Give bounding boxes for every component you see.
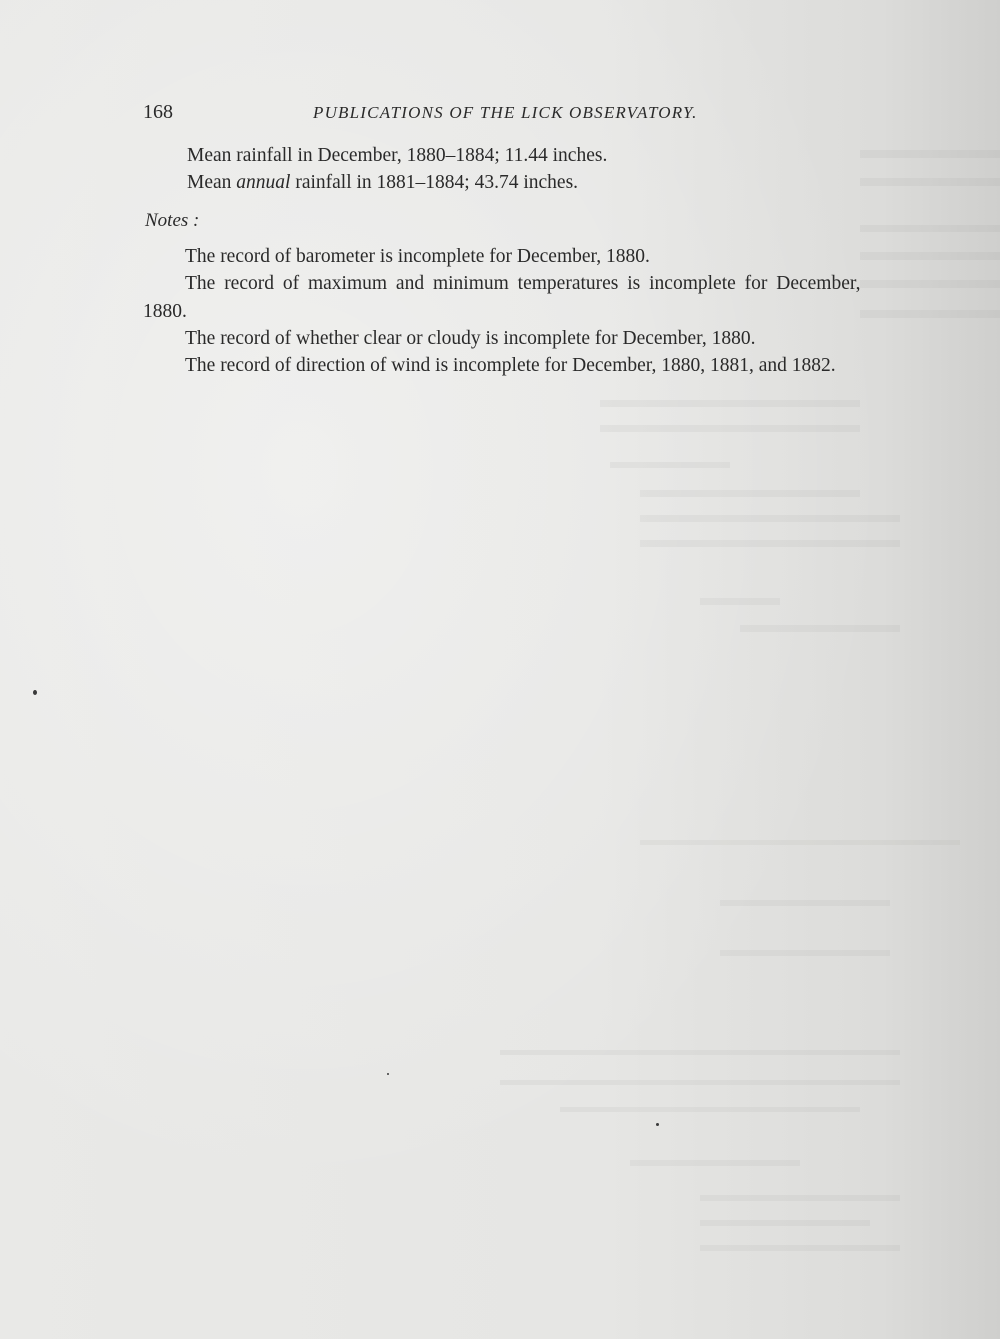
running-header xyxy=(143,101,763,129)
rainfall-december-line: Mean rainfall in December, 1880–1884; 11.44 inches. xyxy=(187,145,608,166)
note-temperatures-continued: 1880. xyxy=(143,301,187,322)
paper-speck xyxy=(656,1123,659,1126)
note-clear-cloudy: The record of whether clear or cloudy is incomplete for December, 1880. xyxy=(185,328,756,349)
note-wind-direction: The record of direction of wind is incomplete for December, 1880, 1881, and 1882. xyxy=(185,355,836,376)
running-head-title: PUBLICATIONS OF THE LICK OBSERVATORY. xyxy=(313,103,698,122)
rainfall-annual-line xyxy=(187,173,578,193)
rainfall-annual-italic: annual xyxy=(236,172,291,193)
rainfall-annual-suffix: rainfall in 1881–1884; 43.74 inches. xyxy=(290,172,579,193)
paper-speck xyxy=(387,1073,389,1075)
rainfall-annual-prefix: Mean xyxy=(187,172,237,193)
note-barometer: The record of barometer is incomplete for December, 1880. xyxy=(185,246,650,267)
notes-heading: Notes : xyxy=(145,210,200,231)
page-number: 168 xyxy=(143,101,173,123)
paper-speck xyxy=(33,690,37,695)
note-temperatures: The record of maximum and minimum temperatures is incomplete for December, xyxy=(185,273,861,294)
